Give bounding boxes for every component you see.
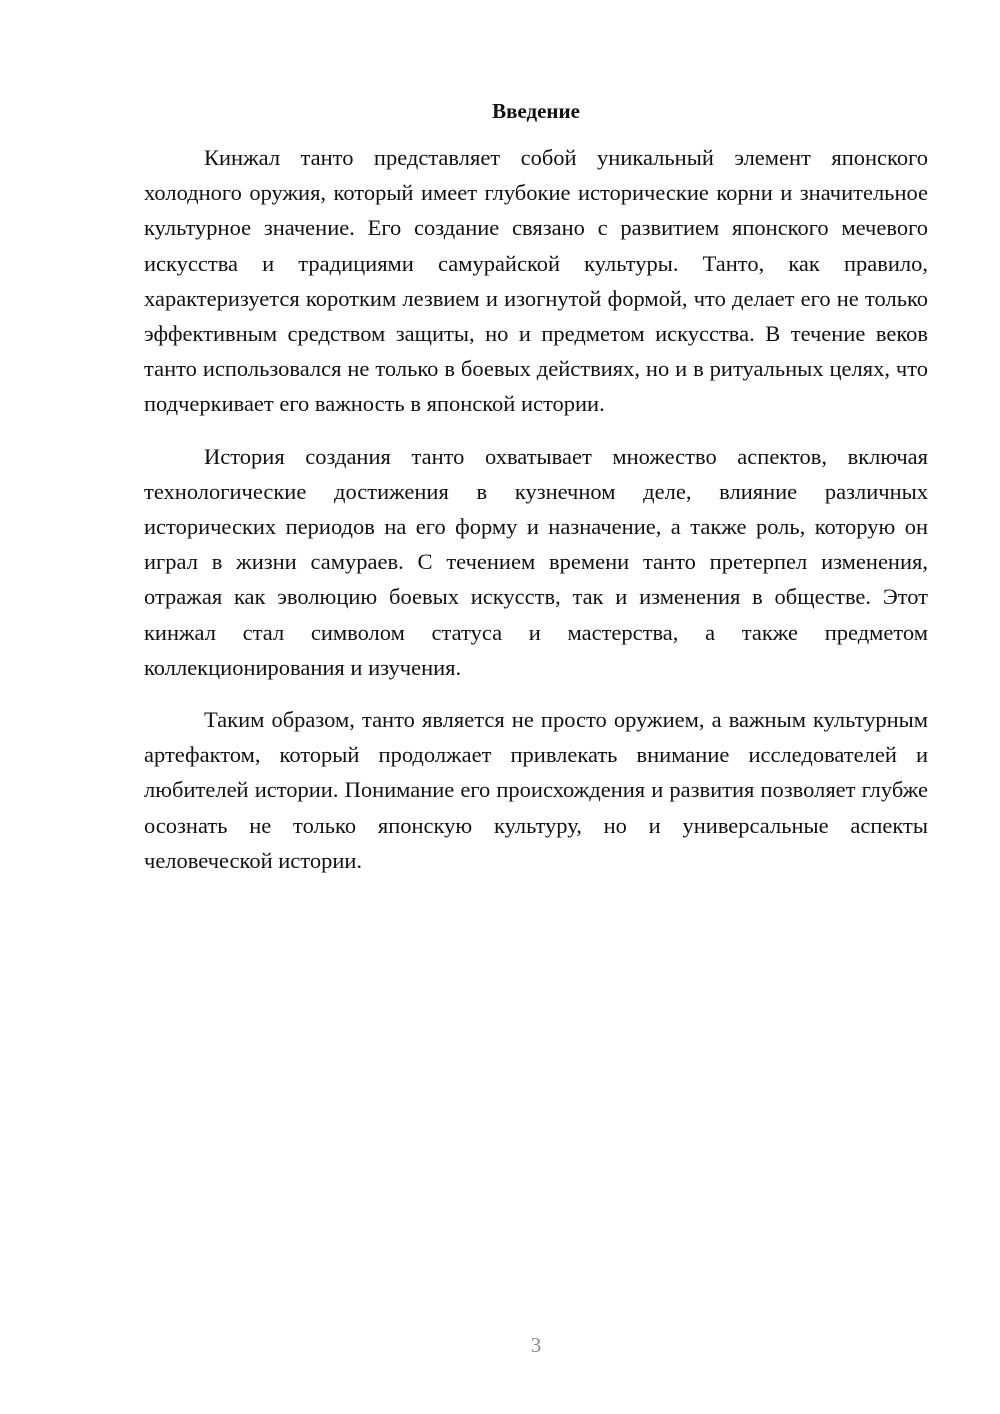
paragraph-1: Кинжал танто представляет собой уникальный элемент японского холодного оружия, который имеет глубокие исторические корни и значительное культурное значение. Его создание связано с развитием японского мечевого искусства и традициями самурайской культуры. Танто, как правило, характеризуется коротким лезвием и изогнутой формой, что делает его не только эффективным средством защиты, но и предметом искусства. В течение веков танто использовался не только в боевых действиях, но и в ритуальных целях, что подчеркивает его важность в японской истории. [144,145,928,417]
paragraph-3: Таким образом, танто является не просто оружием, а важным культурным артефактом, который продолжает привлекать внимание исследователей и любителей истории. Понимание его происхождения и развития позволяет глубже осознать не только японскую культуру, но и универсальные аспекты человеческой истории. [144,707,928,873]
page-content [144,96,928,895]
section-title: Введение [492,99,580,123]
paragraph-2: История создания танто охватывает множество аспектов, включая технологические достижения в кузнечном деле, влияние различных исторических периодов на его форму и назначение, а также роль, которую он играл в жизни самураев. С течением времени танто претерпел изменения, отражая как эволюцию боевых искусств, так и изменения в обществе. Этот кинжал стал символом статуса и мастерства, а также предметом коллекционирования и изучения. [144,443,928,680]
page-number: 3 [530,1333,542,1357]
